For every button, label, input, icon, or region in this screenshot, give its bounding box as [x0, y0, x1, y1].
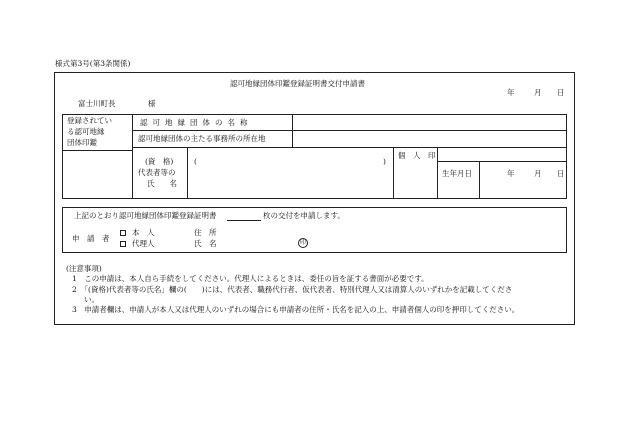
qualification-paren-close: ): [383, 157, 386, 166]
address-label: 住 所: [194, 228, 217, 237]
agent-checkbox[interactable]: [120, 241, 126, 247]
option-self[interactable]: [120, 229, 155, 237]
request-text-before: 上記のとおり認可地縁団体印鑑登録証明書: [74, 211, 217, 220]
notes-heading: (注意事項): [66, 264, 102, 273]
rep-name-label-line2: 氏 名: [147, 179, 177, 188]
main-table: [62, 114, 567, 199]
addressee-mayor: 富士川町長: [78, 99, 116, 108]
registered-seal-label-line1: 登録されてい: [67, 116, 112, 125]
birth-month: 月: [534, 169, 542, 178]
table-row-divider-1: [132, 130, 567, 131]
option-agent[interactable]: [120, 240, 155, 248]
self-checkbox[interactable]: [120, 230, 126, 236]
option-self-label: 本 人: [132, 228, 155, 237]
rep-name-label-line1: 代表者等の: [138, 168, 176, 177]
note-item-2-continued: い。: [84, 295, 99, 304]
birth-top-line: [437, 161, 567, 162]
date-day: 日: [557, 88, 565, 97]
seal-block-divider: [62, 150, 132, 151]
name-label: 氏 名: [194, 239, 217, 248]
seal-mark: 印: [299, 239, 306, 246]
org-name-label: 認可地縁団体の名称: [140, 118, 253, 127]
birth-date-label: 生年月日: [442, 169, 472, 178]
table-row-divider-2: [132, 147, 567, 148]
personal-seal-label: 個 人 印: [398, 151, 436, 160]
registered-seal-label-line2: る認可地縁: [67, 127, 105, 136]
form-title: 認可地縁団体印鑑登録証明書交付申請書: [230, 79, 365, 88]
seal-birth-divider: [437, 147, 438, 199]
copies-underline: [227, 220, 261, 221]
form-number: 様式第3号(第3条関係): [55, 59, 131, 68]
option-agent-label: 代理人: [132, 239, 155, 248]
birth-year: 年: [507, 169, 515, 178]
rep-seal-divider: [393, 147, 394, 199]
table-divider-left: [132, 114, 133, 199]
rep-label-divider: [187, 147, 188, 199]
applicant-label: 申 請 者: [72, 234, 110, 243]
label-value-divider: [292, 114, 293, 147]
request-text-after: 枚の交付を申請します。: [263, 211, 345, 220]
date-year: 年: [507, 88, 515, 97]
birth-divider: [479, 161, 480, 199]
qualification-paren-open: (: [194, 157, 197, 166]
note-item-2: 2 「(資格)代表者等の氏名」欄の( )には、代表者、職務代行者、仮代表者、特別代理人又は清算人のいずれかを記載してくださ: [72, 285, 513, 294]
birth-day: 日: [557, 169, 565, 178]
qualification-label: (資 格): [145, 157, 174, 166]
addressee-honorific: 様: [148, 99, 156, 108]
note-item-1: 1 この申請は、本人自ら手続をしてください。代理人によるときは、委任の旨を証する書面が必要です。: [72, 274, 429, 283]
note-item-3: 3 申請者欄は、申請人が本人又は代理人のいずれの場合にも申請者の住所・氏名を記入の上、申請者個人の印を押印してください。: [72, 305, 520, 314]
date-month: 月: [534, 88, 542, 97]
org-address-label: 認可地縁団体の主たる事務所の所在地: [138, 134, 266, 143]
registered-seal-label-line3: 団体印鑑: [67, 138, 97, 147]
